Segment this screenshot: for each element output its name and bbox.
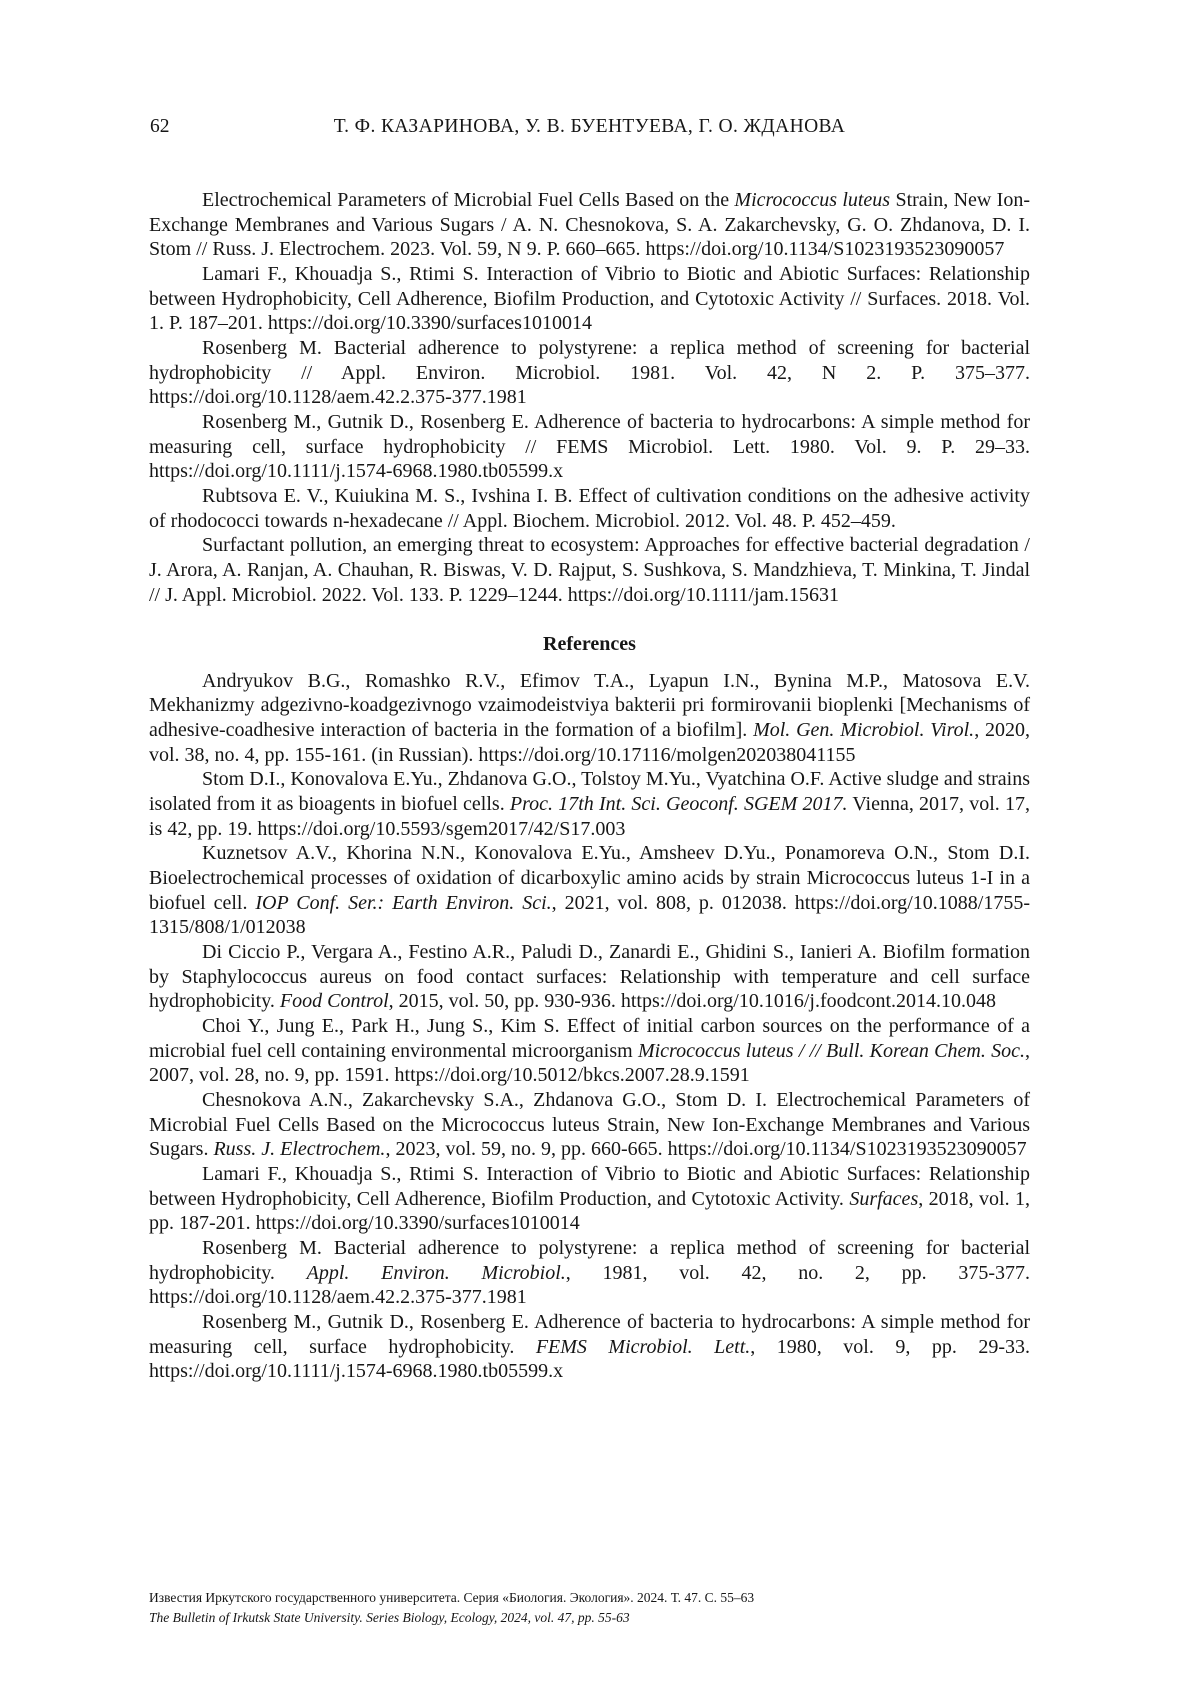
reference-entry [149, 1310, 1030, 1384]
text-run: , 2021, vol. 808, p. 012038. https://doi.org/10.1088/1755-1315/808/1/012038 [149, 891, 1030, 939]
text-run: Vienna, 2017, vol. 17, is 42, pp. 19. https://doi.org/10.5593/sgem2017/42/S17.003 [149, 793, 1030, 840]
page-footer [149, 1588, 1030, 1627]
reference-entry [149, 1236, 1030, 1310]
text-run: , 1980, vol. 9, pp. 29-33. https://doi.org/10.1111/j.1574-6968.1980.tb05599.x [149, 1335, 1030, 1383]
page-body [149, 188, 1030, 1384]
text-run: Lamari F., Khouadja S., Rtimi S. Interaction of Vibrio to Biotic and Abiotic Surfaces: Relationship between Hydrophobicity, Cell Adherence, Biofilm Production, and Cytotoxic Activity. [149, 1162, 1030, 1210]
references-section [149, 669, 1030, 1384]
italic-text-run: FEMS Microbiol. Lett. [535, 1335, 751, 1358]
italic-text-run: Micrococcus luteus / // Bull. Korean Chem. Soc. [637, 1039, 1025, 1062]
text-run: Electrochemical Parameters of Microbial Fuel Cells Based on the [202, 189, 735, 211]
italic-text-run: Proc. 17th Int. Sci. Geoconf. SGEM 2017. [509, 793, 848, 816]
bibliography-section [149, 188, 1030, 607]
page-header [149, 116, 1030, 142]
italic-text-run: Mol. Gen. Microbiol. Virol. [753, 719, 975, 742]
text-run: Choi Y., Jung E., Park H., Jung S., Kim S. Effect of initial carbon sources on the performance of a microbial fuel cell containing environmental microorganism [149, 1015, 1030, 1062]
reference-entry [149, 669, 1030, 768]
italic-text-run: Russ. J. Electrochem. [213, 1138, 386, 1161]
journal-citation-en: The Bulletin of Irkutsk State University. Series Biology, Ecology, 2024, vol. 47, pp. 55-63 [149, 1609, 630, 1625]
text-run: Rosenberg M. Bacterial adherence to polystyrene: a replica method of screening for bacterial hydrophobicity // Appl. Environ. Microbiol. 1981. Vol. 42, N 2. P. 375–377. https://doi.org/10.1128/aem.42.2.375-377.1981 [149, 336, 1030, 409]
italic-text-run: Micrococcus luteus [734, 189, 891, 211]
text-run: , 2015, vol. 50, pp. 930-936. https://doi.org/10.1016/j.foodcont.2014.10.048 [388, 990, 997, 1013]
reference-entry [149, 1088, 1030, 1162]
text-run: , 2023, vol. 59, no. 9, pp. 660-665. https://doi.org/10.1134/S1023193523090057 [385, 1138, 1027, 1161]
bibliography-entry [149, 410, 1030, 484]
text-run: Rosenberg M., Gutnik D., Rosenberg E. Adherence of bacteria to hydrocarbons: A simple method for measuring cell, surface hydrophobicity. [149, 1310, 1030, 1358]
bibliography-entry [149, 188, 1030, 262]
bibliography-entry [149, 484, 1030, 533]
bibliography-entry [149, 336, 1030, 410]
running-title: Т. Ф. КАЗАРИНОВА, У. В. БУЕНТУЕВА, Г. О. ЖДАНОВА [333, 116, 846, 137]
italic-text-run: IOP Conf. Ser.: Earth Environ. Sci. [255, 891, 552, 914]
bibliography-entry [149, 262, 1030, 336]
reference-entry [149, 767, 1030, 841]
text-run: Di Ciccio P., Vergara A., Festino A.R., Paludi D., Zanardi E., Ghidini S., Ianieri A. Biofilm formation by Staphylococcus aureus on food contact surfaces: Relationship with temperature and cell surface hydrophobicity. [149, 941, 1030, 1013]
text-run: , 2007, vol. 28, no. 9, pp. 1591. https://doi.org/10.5012/bkcs.2007.28.9.1591 [149, 1039, 1030, 1087]
text-run: Kuznetsov A.V., Khorina N.N., Konovalova E.Yu., Amsheev D.Yu., Ponamoreva O.N., Stom D.I. Bioelectrochemical processes of oxidation of dicarboxylic amino acids by strain Micrococcus luteus 1-I in a biofuel cell. [149, 842, 1030, 914]
reference-entry [149, 1162, 1030, 1236]
text-run: , 1981, vol. 42, no. 2, pp. 375-377. https://doi.org/10.1128/aem.42.2.375-377.1981 [149, 1261, 1030, 1309]
text-run: Andryukov B.G., Romashko R.V., Efimov T.A., Lyapun I.N., Bynina M.P., Matosova E.V. Mekhanizmy adgezivno-koadgezivnogo vzaimodeistviya bakterii pri formirovanii bioplenki [Mechanisms of adhesive-coadhesive interaction of bacteria in the formation of a biofilm]. [149, 669, 1030, 742]
text-run: Chesnokova A.N., Zakarchevsky S.A., Zhdanova G.O., Stom D. I. Electrochemical Parameters of Microbial Fuel Cells Based on the Micrococcus luteus Strain, New Ion-Exchange Membranes and Various Sugars. [149, 1088, 1030, 1161]
text-run: Rosenberg M. Bacterial adherence to polystyrene: a replica method of screening for bacterial hydrophobicity. [149, 1236, 1030, 1284]
text-run: , 2018, vol. 1, pp. 187-201. https://doi.org/10.3390/surfaces1010014 [149, 1187, 1030, 1235]
text-run: Lamari F., Khouadja S., Rtimi S. Interaction of Vibrio to Biotic and Abiotic Surfaces: Relationship between Hydrophobicity, Cell Adherence, Biofilm Production, and Cytotoxic Activity // Surfaces. 2018. Vol. 1. P. 187–201. https://doi.org/10.3390/surfaces1010014 [149, 262, 1030, 335]
italic-text-run: Food Control [279, 990, 389, 1013]
reference-entry [149, 841, 1030, 940]
reference-entry [149, 1014, 1030, 1088]
references-heading: References [543, 633, 636, 656]
journal-citation-ru: Известия Иркутского государственного университета. Серия «Биология. Экология». 2024. Т. 47. С. 55–63 [149, 1590, 755, 1605]
text-run: Rosenberg M., Gutnik D., Rosenberg E. Adherence of bacteria to hydrocarbons: A simple method for measuring cell, surface hydrophobicity // FEMS Microbiol. Lett. 1980. Vol. 9. P. 29–33. https://doi.org/10.1111/j.1574-6968.1980.tb05599.x [149, 410, 1030, 483]
italic-text-run: Surfaces [849, 1187, 919, 1210]
text-run: Rubtsova E. V., Kuiukina M. S., Ivshina I. B. Effect of cultivation conditions on the adhesive activity of rhodococci towards n-hexadecane // Appl. Biochem. Microbiol. 2012. Vol. 48. P. 452–459. [149, 484, 1030, 532]
text-run: Stom D.I., Konovalova E.Yu., Zhdanova G.O., Tolstoy M.Yu., Vyatchina O.F. Active sludge and strains isolated from it as bioagents in biofuel cells. [149, 768, 1030, 816]
reference-entry [149, 940, 1030, 1014]
text-run: Surfactant pollution, an emerging threat to ecosystem: Approaches for effective bacterial degradation / J. Arora, A. Ranjan, A. Chauhan, R. Biswas, V. D. Rajput, S. Sushkova, S. Mandzhieva, T. Minkina, T. Jindal // J. Appl. Microbiol. 2022. Vol. 133. P. 1229–1244. https://doi.org/10.1111/jam.15631 [149, 534, 1030, 606]
text-run: Strain, New Ion-Exchange Membranes and Various Sugars / A. N. Chesnokova, S. A. Zakarchevsky, G. O. Zhdanova, D. I. Stom // Russ. J. Electrochem. 2023. Vol. 59, N 9. P. 660–665. https://doi.org/10.1134/S1023193523090057 [149, 189, 1030, 261]
bibliography-entry [149, 533, 1030, 607]
italic-text-run: Appl. Environ. Microbiol. [306, 1261, 566, 1284]
text-run: , 2020, vol. 38, no. 4, pp. 155-161. (in Russian). https://doi.org/10.17116/molgen202038041155 [149, 719, 1031, 766]
page-number: 62 [150, 116, 170, 137]
